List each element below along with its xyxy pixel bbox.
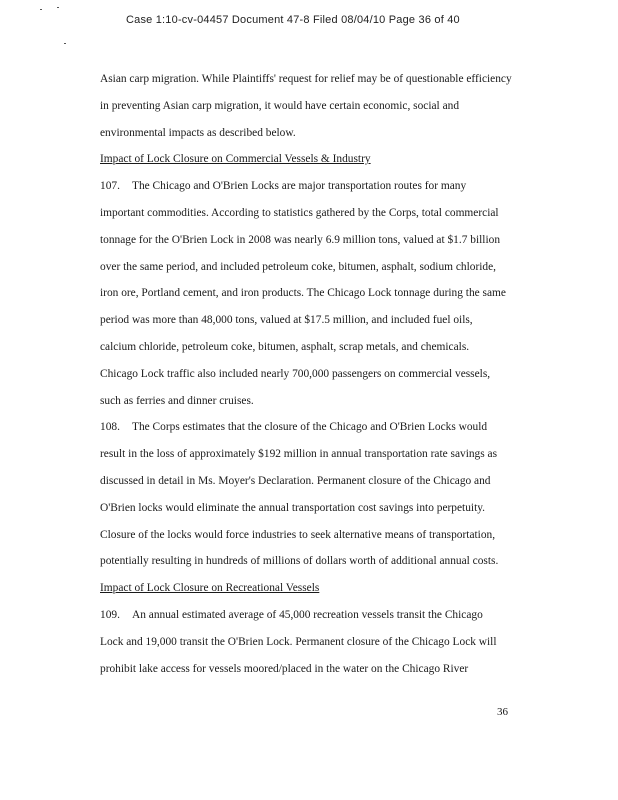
section-heading-commercial: Impact of Lock Closure on Commercial Vessels & Industry [100,153,371,166]
text-line: The Corps estimates that the closure of the Chicago and O'Brien Locks would [132,421,488,434]
paragraph-number: 107. [100,180,120,193]
text-line: environmental impacts as described below. [100,126,296,139]
paragraph-number: 108. [100,421,120,434]
text-line: Asian carp migration. While Plaintiffs' request for relief may be of questionable efficiency [100,73,512,85]
section-heading-recreational: Impact of Lock Closure on Recreational Vessels [100,582,320,595]
case-header: Case 1:10-cv-04457 Document 47-8 Filed 08/04/10 Page 36 of 40 [126,14,460,26]
text-line: Closure of the locks would force industries to seek alternative means of transportation, [100,528,496,541]
text-line: over the same period, and included petroleum coke, bitumen, asphalt, sodium chloride, [100,260,497,273]
text-line: calcium chloride, petroleum coke, bitumen, asphalt, scrap metals, and chemicals. [100,340,470,353]
text-line: An annual estimated average of 45,000 recreation vessels transit the Chicago [132,608,483,621]
paragraph-number: 109. [100,608,120,621]
text-line: important commodities. According to statistics gathered by the Corps, total commercial [100,206,499,219]
text-line: discussed in detail in Ms. Moyer's Declaration. Permanent closure of the Chicago and [100,474,491,487]
text-line: period was more than 48,000 tons, valued at $17.5 million, and included fuel oils, [100,314,473,327]
scan-speck [40,9,42,10]
paragraph-109-first-line [100,602,520,629]
text-line: prohibit lake access for vessels moored/placed in the water on the Chicago River [100,662,469,675]
paragraph-107-first-line [100,173,520,200]
text-line: The Chicago and O'Brien Locks are major transportation routes for many [132,180,467,193]
text-line: such as ferries and dinner cruises. [100,394,254,407]
text-line: potentially resulting in hundreds of millions of dollars worth of additional annual costs. [100,555,499,568]
text-line: O'Brien locks would eliminate the annual transportation cost savings into perpetuity. [100,501,486,514]
text-line: Chicago Lock traffic also included nearly 700,000 passengers on commercial vessels, [100,367,491,380]
scan-speck [64,43,66,44]
text-line: Lock and 19,000 transit the O'Brien Lock. Permanent closure of the Chicago Lock will [100,635,497,648]
page-number: 36 [497,706,508,718]
document-body [100,66,520,682]
text-line: iron ore, Portland cement, and iron products. The Chicago Lock tonnage during the same [100,287,506,300]
scan-speck [57,7,59,8]
text-line: in preventing Asian carp migration, it would have certain economic, social and [100,99,460,112]
paragraph-108-first-line [100,414,520,441]
text-line: tonnage for the O'Brien Lock in 2008 was nearly 6.9 million tons, valued at $1.7 billion [100,233,501,246]
text-line: result in the loss of approximately $192 million in annual transportation rate savings as [100,448,498,461]
